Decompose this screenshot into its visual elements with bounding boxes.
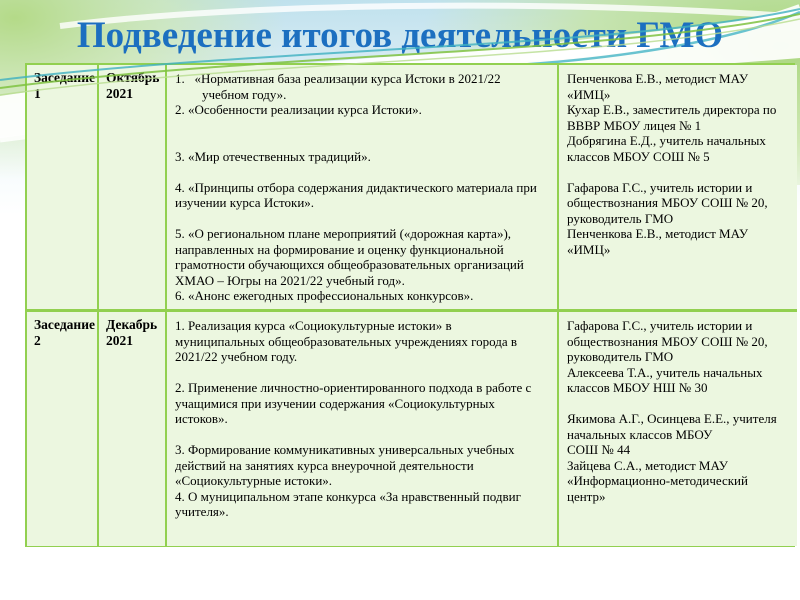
text-line: Алексеева Т.А., учитель начальных классов МБОУ НШ № 30 bbox=[567, 364, 763, 395]
text-line bbox=[175, 164, 543, 180]
text-line: Якимова А.Г., Осинцева Е.Е., учителя начальных классов МБОУ bbox=[567, 411, 777, 442]
text-line bbox=[175, 133, 543, 149]
text-line: 1. Реализация курса «Социокультурные истоки» в муниципальных общеобразовательных учреждениях города в 2021/22 учебном году. bbox=[175, 318, 518, 364]
table-cell-date-2: Декабрь 2021 bbox=[99, 312, 167, 546]
text-line: Зайцева С.А., методист МАУ «Информационно-методический центр» bbox=[567, 457, 748, 504]
text-line: 6. «Анонс ежегодных профессиональных конкурсов». bbox=[175, 288, 474, 303]
table-cell-speakers-1 bbox=[559, 65, 797, 312]
meetings-table bbox=[25, 63, 795, 547]
table-cell-speakers-2 bbox=[559, 312, 797, 546]
table-cell-topics-2 bbox=[167, 312, 559, 546]
text-line: Пенченкова Е.В., методист МАУ «ИМЦ» bbox=[567, 226, 749, 257]
text-line: 3. «Мир отечественных традиций». bbox=[175, 148, 371, 164]
text-line bbox=[175, 118, 543, 134]
table-cell-session-1: Заседание 1 bbox=[27, 65, 99, 312]
text-line: 4. «Принципы отбора содержания дидактического материала при изучении курса Истоки». bbox=[175, 179, 537, 210]
text-line: Гафарова Г.С., учитель истории и обществознания МБОУ СОШ № 20, руководитель ГМО bbox=[567, 318, 768, 364]
text-line: 4. О муниципальном этапе конкурса «За нравственный подвиг учителя». bbox=[175, 488, 521, 519]
text-line: СОШ № 44 bbox=[567, 442, 631, 457]
text-line: 3. Формирование коммуникативных универсальных учебных действий на занятиях курса внеурочной деятельности «Социокультурные истоки». bbox=[175, 442, 515, 488]
text-line: 1. «Нормативная база реализации курса Истоки в 2021/22 учебном году». bbox=[175, 71, 501, 102]
text-line bbox=[567, 164, 785, 180]
slide-title: Подведение итогов деятельности ГМО bbox=[76, 15, 724, 56]
text-line: Гафарова Г.С., учитель истории и обществознания МБОУ СОШ № 20, руководитель ГМО bbox=[567, 179, 768, 226]
table-cell-date-1: Октябрь 2021 bbox=[99, 65, 167, 312]
text-line: Добрягина Е.Д., учитель начальных классов МБОУ СОШ № 5 bbox=[567, 133, 766, 164]
text-line bbox=[567, 396, 785, 412]
text-line: 2. «Особенности реализации курса Истоки». bbox=[175, 102, 422, 117]
text-line bbox=[175, 365, 543, 381]
text-line bbox=[175, 211, 543, 227]
table-cell-topics-1 bbox=[167, 65, 559, 312]
text-line bbox=[175, 427, 543, 443]
text-line: 5. «О региональном плане мероприятий («дорожная карта»), направленных на формирование и оценку функциональной грамотности обучающихся общеобразовательных организаций ХМАО – Югры на 2021/22 учебный год». bbox=[175, 226, 524, 288]
text-line: Пенченкова Е.В., методист МАУ «ИМЦ» bbox=[567, 71, 749, 102]
text-line: 2. Применение личностно-ориентированного подхода в работе с учащимися при изучении содержания «Социокультурных истоков». bbox=[175, 380, 532, 426]
text-line: Кухар Е.В., заместитель директора по ВВВР МБОУ лицея № 1 bbox=[567, 102, 777, 133]
table-cell-session-2: Заседание 2 bbox=[27, 312, 99, 546]
